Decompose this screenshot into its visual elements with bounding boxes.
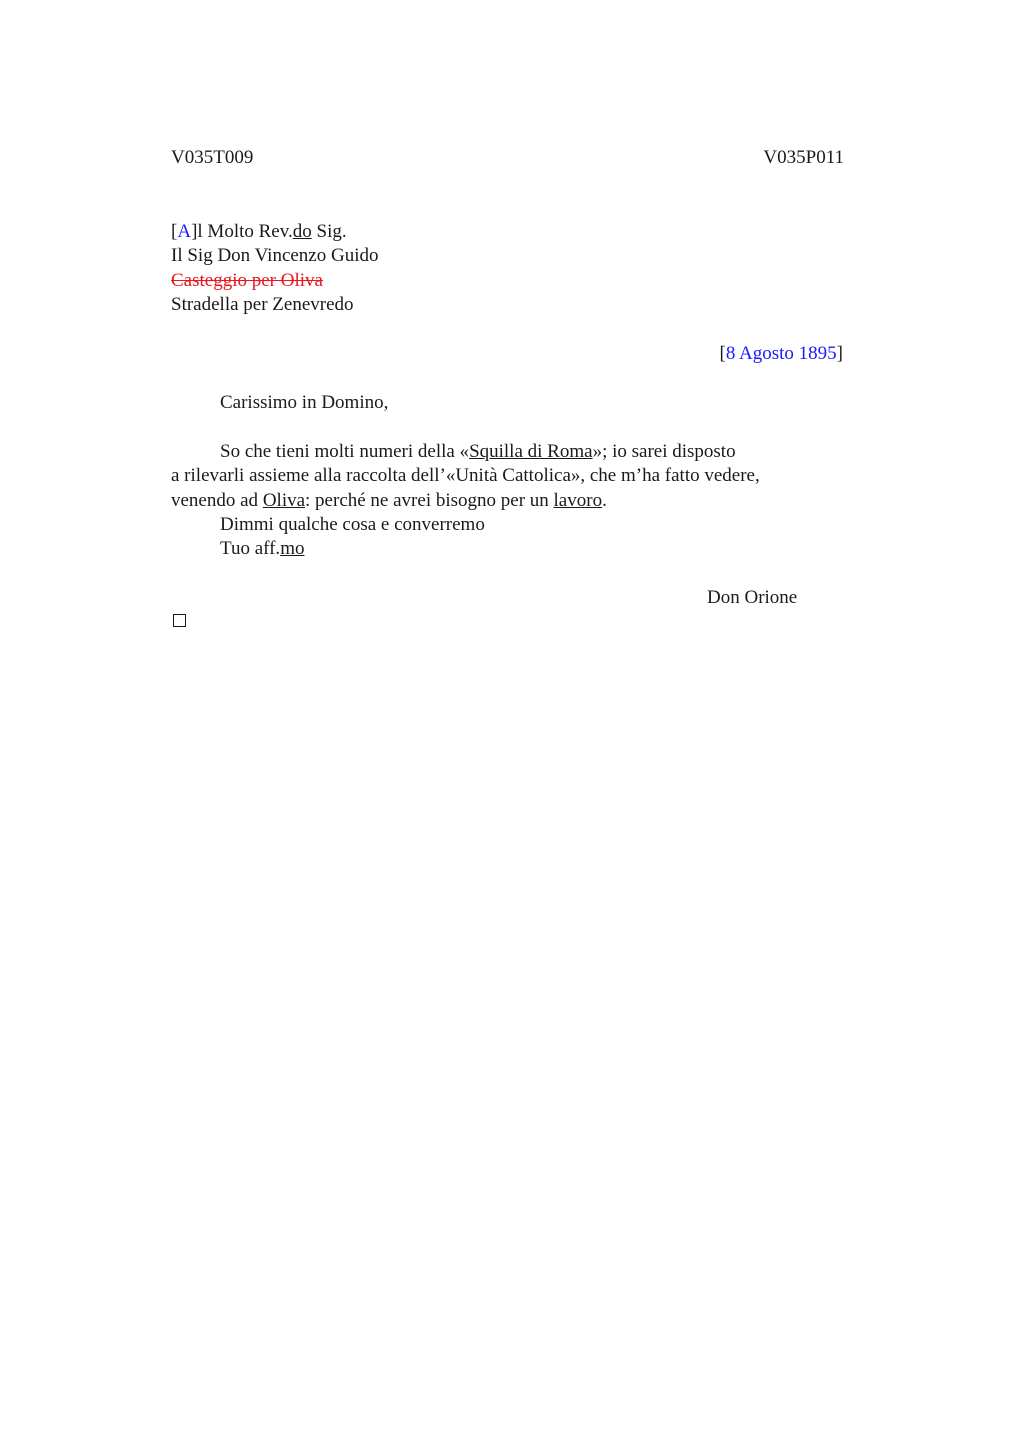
document-code-left: V035T009 [171,147,254,168]
date-bracket-open: [ [719,343,726,364]
body-line-3-start: venendo ad [171,490,263,511]
signature: Don Orione [707,587,798,608]
abbreviation-superscript: do [292,221,312,242]
end-of-document-square-icon [173,614,186,627]
underlined-place-oliva: Oliva [262,490,306,511]
date-bracket-close: ] [836,343,843,364]
editorial-initial: A [177,221,192,242]
address-line-1-tail: Sig. [311,221,347,242]
body-line-1-end: »; io sarei disposto [592,441,736,462]
address-line-2: Il Sig Don Vincenzo Guido [171,245,379,266]
greeting: Carissimo in Domino, [220,392,389,413]
address-line-1 [171,220,347,244]
closing-text: Tuo aff. [220,538,281,559]
document-code-right: V035P011 [763,147,844,168]
date-text: 8 Agosto 1895 [725,343,837,364]
body-line-3-middle: : perché ne avrei bisogno per un [305,490,554,511]
body-line-3 [171,489,607,513]
underlined-word-lavoro: lavoro [553,490,603,511]
address-line-1-text: ]l Molto Rev. [191,221,293,242]
body-line-2: a rilevarli assieme alla raccolta dell’«Unità Cattolica», che m’ha fatto vedere, [171,465,760,486]
body-line-3-end: . [602,490,607,511]
letter-date [719,342,843,366]
body-line-4: Dimmi qualche cosa e converremo [220,514,485,535]
address-line-4: Stradella per Zenevredo [171,294,354,315]
address-line-struck: Casteggio per Oliva [171,270,323,291]
underlined-title-squilla: Squilla di Roma [469,441,593,462]
closing-abbreviation: mo [280,538,305,559]
body-line-1 [220,440,736,464]
bracket-open: [ [171,221,178,242]
body-line-1-start: So che tieni molti numeri della « [220,441,470,462]
closing-formula [220,537,304,561]
